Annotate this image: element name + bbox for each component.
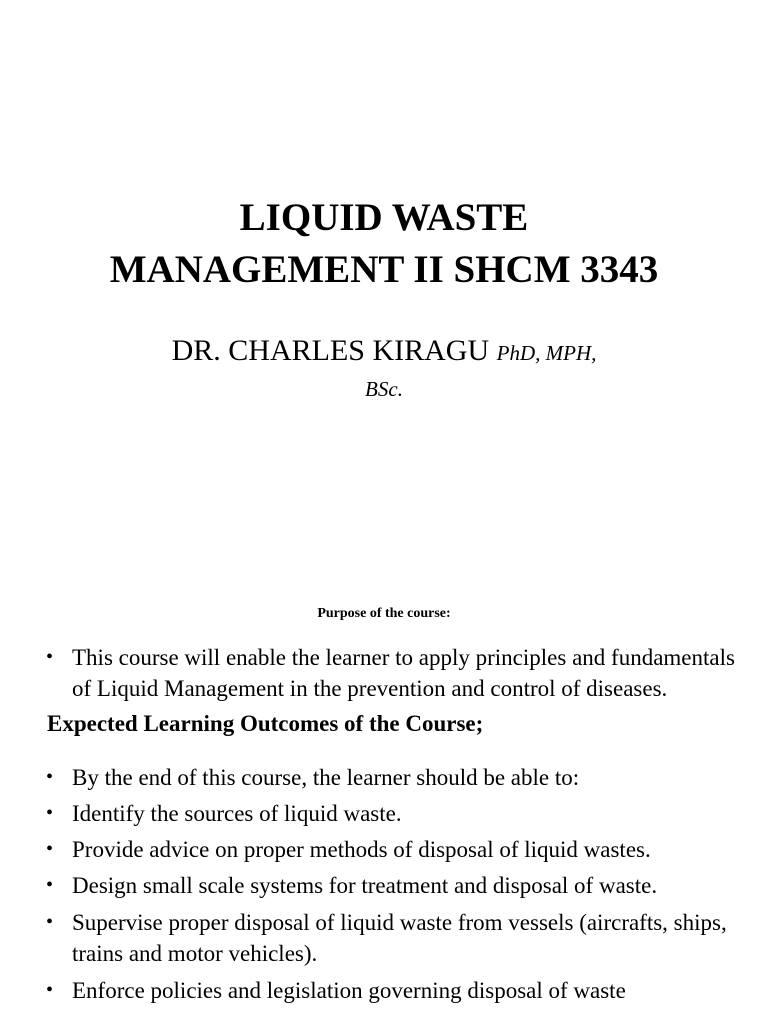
outcome-bullet: • Design small scale systems for treatment and disposal of waste. (46, 870, 736, 901)
outcome-bullet: • By the end of this course, the learner should be able to: (46, 762, 736, 793)
outcome-bullet: • Identify the sources of liquid waste. (46, 798, 736, 829)
slide-body (46, 642, 736, 1006)
author-credentials-continued: BSc. (365, 377, 403, 401)
outcomes-heading: Expected Learning Outcomes of the Course; (47, 711, 484, 736)
author-line (0, 333, 768, 371)
purpose-heading: Purpose of the course: (317, 606, 451, 621)
course-title-line-1: LIQUID WASTE (239, 196, 529, 239)
outcome-bullet: • Enforce policies and legislation governing disposal of waste (46, 975, 736, 1006)
content-slide (0, 590, 768, 1024)
course-title-line-2: MANAGEMENT II SHCM 3343 (109, 248, 659, 291)
author-name: DR. CHARLES KIRAGU (171, 334, 490, 367)
course-title (0, 192, 768, 296)
outcome-bullet: • Provide advice on proper methods of disposal of liquid wastes. (46, 834, 736, 865)
outcome-bullet: • Supervise proper disposal of liquid waste from vessels (aircrafts, ships, trains and motor vehicles). (46, 907, 736, 969)
purpose-bullet: • This course will enable the learner to apply principles and fundamentals of Liquid Management in the prevention and control of diseases. (46, 642, 736, 704)
author-credentials: PhD, MPH, (496, 341, 597, 365)
